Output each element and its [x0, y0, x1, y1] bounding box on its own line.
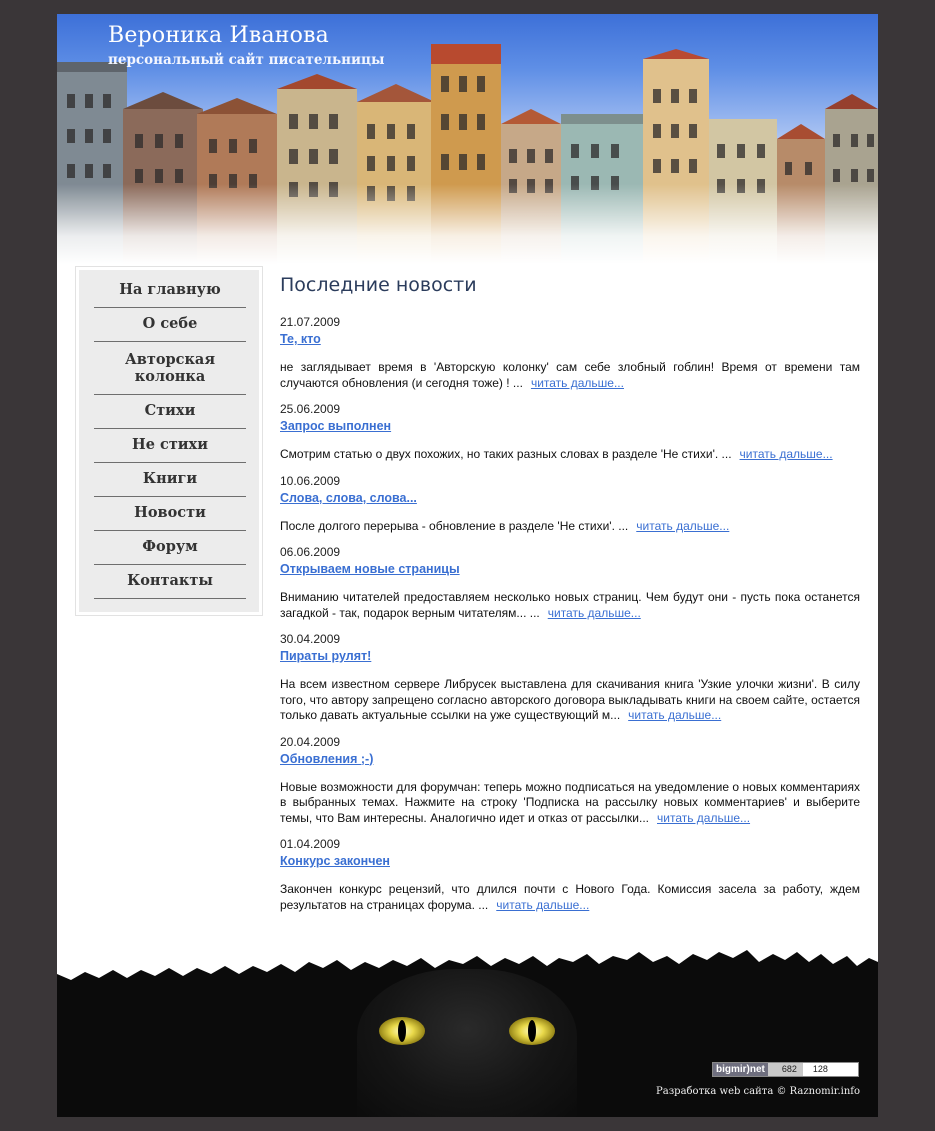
footer-credits[interactable]: Разработка web сайта © Raznomir.info [656, 1086, 860, 1097]
news-excerpt: После долгого перерыва - обновление в разделе 'Не стихи'. ... [280, 518, 629, 533]
read-more-link[interactable]: читать дальше... [547, 605, 641, 620]
news-date: 01.04.2009 [280, 837, 341, 851]
footer [57, 944, 878, 1117]
news-text [280, 360, 860, 391]
news-item [280, 545, 860, 621]
news-title-link[interactable]: Открываем новые страницы [280, 562, 460, 576]
news-date: 25.06.2009 [280, 402, 341, 416]
news-item [280, 632, 860, 724]
read-more-link[interactable]: читать дальше... [628, 708, 722, 722]
read-more-link[interactable]: читать дальше... [657, 810, 751, 825]
news-excerpt: Вниманию читателей предоставляем несколько новых страниц. Чем будут они - пусть пока останется загадкой - так, подарок верным читателям... ... [280, 590, 860, 620]
read-more-link[interactable]: читать дальше... [496, 897, 590, 912]
news-title-link[interactable]: Слова, слова, слова... [280, 490, 417, 505]
news-text [280, 590, 860, 621]
news-excerpt: Новые возможности для форумчан: теперь можно подписаться на уведомление о новых комментариях в выбранных темах. Нажмите на строку 'Подписка на рассылку новых комментариев' и выберите темы, что Вам интересны. Аналогично идет и отказ от рассылки... [280, 779, 860, 825]
news-text [280, 447, 860, 463]
nav-item-forum[interactable]: Форум [94, 531, 246, 565]
header-banner [57, 14, 878, 264]
news-date: 10.06.2009 [280, 473, 341, 488]
news-title-link[interactable]: Конкурс закончен [280, 854, 390, 868]
news-date: 20.04.2009 [280, 734, 341, 749]
news-title-link[interactable]: Запрос выполнен [280, 419, 392, 433]
news-title-link[interactable]: Те, кто [280, 332, 321, 346]
news-item [280, 402, 860, 463]
news-excerpt: Закончен конкурс рецензий, что длился почти с Нового Года. Комиссия засела за работу, ждем результатов на страницах форума. ... [280, 882, 860, 912]
counter-brand: bigmir)net [713, 1063, 768, 1076]
page [57, 14, 878, 1117]
news-date: 06.06.2009 [280, 545, 341, 559]
news-excerpt: На всем известном сервере Либрусек выставлена для скачивания книга 'Узкие улочки жизни'. В силу того, что автору запрещено согласно авторского договора выкладывать книги на своем сайте, остается только давать актуальные ссылки на уже существующий м... [280, 677, 860, 722]
site-subtitle: персональный сайт писательницы [108, 52, 385, 68]
black-cat-image [357, 969, 577, 1117]
main-content [280, 272, 860, 924]
counter-value-1: 682 [768, 1063, 803, 1076]
news-date: 30.04.2009 [280, 632, 341, 646]
cat-eye-icon [379, 1017, 425, 1045]
nav-item-not-poems[interactable]: Не стихи [94, 429, 246, 463]
news-title-link[interactable]: Пираты рулят! [280, 649, 372, 663]
section-title: Последние новости [280, 274, 477, 296]
read-more-link[interactable]: читать дальше... [530, 375, 624, 390]
read-more-link[interactable]: читать дальше... [636, 518, 730, 533]
nav-item-books[interactable]: Книги [94, 463, 246, 497]
news-item [280, 735, 860, 827]
news-item [280, 315, 860, 391]
counter-value-2: 128 [812, 1064, 828, 1074]
read-more-link[interactable]: читать дальше... [739, 447, 833, 461]
news-text [280, 780, 860, 827]
site-title[interactable]: Вероника Иванова [108, 23, 329, 48]
news-title-link[interactable]: Обновления ;-) [280, 751, 374, 766]
news-item [280, 474, 860, 535]
visit-counter[interactable] [712, 1062, 859, 1077]
nav-item-news[interactable]: Новости [94, 497, 246, 531]
news-item [280, 837, 860, 913]
nav-item-contacts[interactable]: Контакты [94, 565, 246, 599]
sidebar-nav [75, 266, 263, 616]
news-text [280, 677, 860, 724]
nav-item-home[interactable]: На главную [94, 274, 246, 308]
news-excerpt: не заглядывает время в 'Авторскую колонку' сам себе злобный гоблин! Время от времени там случаются обновления (и сегодня тоже) ! ... [280, 360, 860, 390]
news-text [280, 882, 860, 913]
cat-eye-icon [509, 1017, 555, 1045]
news-excerpt: Смотрим статью о двух похожих, но таких разных словах в разделе 'Не стихи'. ... [280, 447, 732, 461]
nav-item-author-column[interactable]: Авторская колонка [94, 342, 246, 395]
nav-item-poems[interactable]: Стихи [94, 395, 246, 429]
news-date: 21.07.2009 [280, 315, 341, 329]
news-text [280, 519, 860, 535]
nav-item-about[interactable]: О себе [94, 308, 246, 342]
